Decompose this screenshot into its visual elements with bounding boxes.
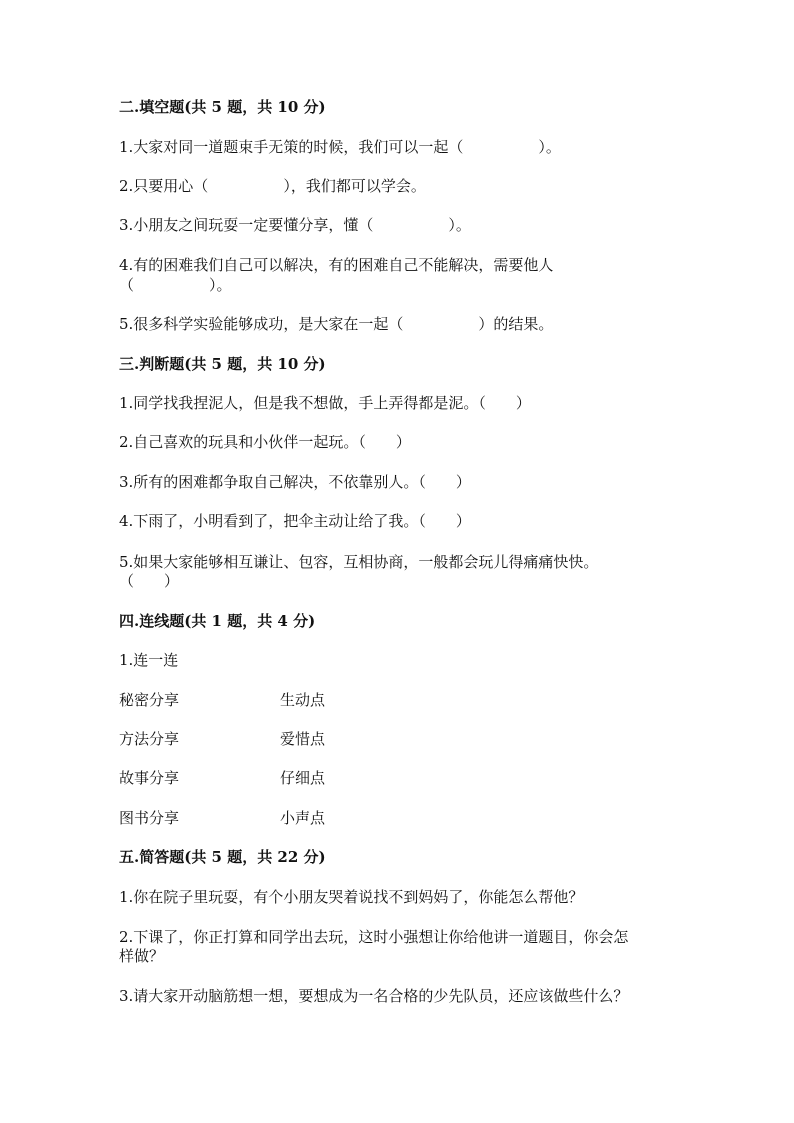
question-text: 3.所有的困难都争取自己解决，不依靠别人。（ ） bbox=[119, 473, 471, 491]
question-text: 5.很多科学实验能够成功，是大家在一起（ ）的结果。 bbox=[119, 315, 554, 333]
question-text: 2.自己喜欢的玩具和小伙伴一起玩。（ ） bbox=[119, 433, 411, 451]
question-text-continued: （ ） bbox=[119, 572, 180, 590]
question-text: 1.你在院子里玩耍，有个小朋友哭着说找不到妈妈了，你能怎么帮他？ bbox=[119, 888, 584, 906]
match-right-item: 仔细点 bbox=[280, 769, 326, 787]
match-left-item: 故事分享 bbox=[119, 769, 180, 787]
question-text-continued: 样做？ bbox=[119, 947, 165, 965]
question-text: 5.如果大家能够相互谦让、包容，互相协商，一般都会玩儿得痛痛快快。 bbox=[119, 553, 599, 571]
match-right-item: 爱惜点 bbox=[280, 730, 326, 748]
question-text: 1.连一连 bbox=[119, 651, 179, 669]
match-right-item: 小声点 bbox=[280, 809, 326, 827]
question-text: 4.有的困难我们自己可以解决，有的困难自己不能解决，需要他人 bbox=[119, 256, 554, 274]
question-text: 4.下雨了，小明看到了，把伞主动让给了我。（ ） bbox=[119, 512, 471, 530]
question-text: 3.小朋友之间玩耍一定要懂分享，懂（ ）。 bbox=[119, 216, 471, 234]
question-text-continued: （ ）。 bbox=[119, 276, 232, 294]
match-right-item: 生动点 bbox=[280, 691, 326, 709]
section-heading-fill-blank: 二.填空题(共 5 题，共 10 分) bbox=[119, 98, 326, 116]
question-text: 1.大家对同一道题束手无策的时候，我们可以一起（ ）。 bbox=[119, 138, 561, 156]
section-heading-short-answer: 五.简答题(共 5 题，共 22 分) bbox=[119, 848, 326, 866]
question-text: 2.只要用心（ ），我们都可以学会。 bbox=[119, 177, 426, 195]
match-left-item: 图书分享 bbox=[119, 809, 180, 827]
section-heading-true-false: 三.判断题(共 5 题，共 10 分) bbox=[119, 355, 326, 373]
match-left-item: 秘密分享 bbox=[119, 691, 180, 709]
question-text: 2.下课了，你正打算和同学出去玩，这时小强想让你给他讲一道题目，你会怎 bbox=[119, 928, 629, 946]
section-heading-matching: 四.连线题(共 1 题，共 4 分) bbox=[119, 612, 316, 630]
question-text: 3.请大家开动脑筋想一想，要想成为一名合格的少先队员，还应该做些什么？ bbox=[119, 987, 629, 1005]
question-text: 1.同学找我捏泥人，但是我不想做，手上弄得都是泥。（ ） bbox=[119, 394, 531, 412]
match-left-item: 方法分享 bbox=[119, 730, 180, 748]
